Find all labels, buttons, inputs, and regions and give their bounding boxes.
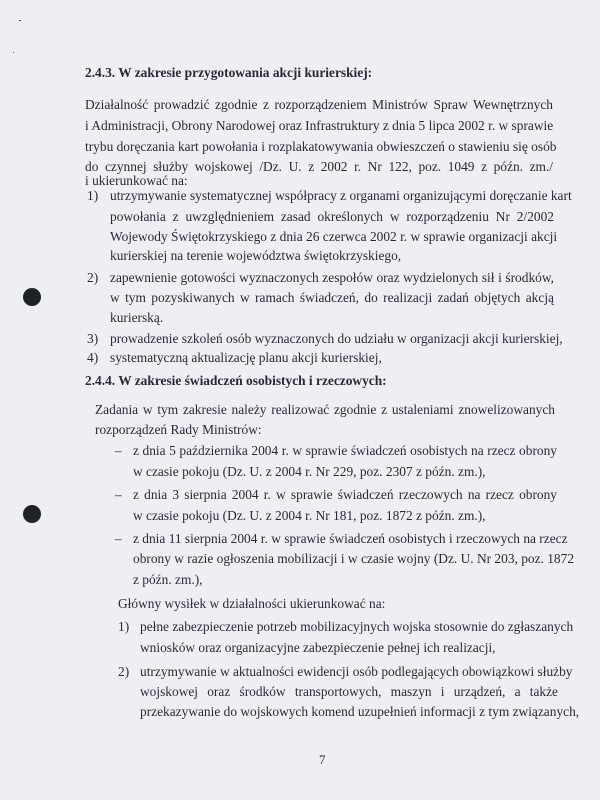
dash-bullet: – <box>115 487 122 502</box>
list-item-line: Wojewody Świętokrzyskiego z dnia 26 czerwca 2002 r. w sprawie organizacji akcji <box>110 229 558 244</box>
list-item-line: utrzymywanie systematycznej współpracy z organami organizującymi doręczanie kart <box>110 188 572 203</box>
list-number: 1) <box>118 619 130 634</box>
paragraph-line: i Administracji, Obrony Narodowej oraz Infrastruktury z dnia 5 lipca 2002 r. w sprawie <box>85 118 554 133</box>
list-item-line: zapewnienie gotowości wyznaczonych zespołów oraz wydzielonych sił i środków, <box>110 270 554 285</box>
list-item-line: powołania z uwzględnieniem zasad określonych w rozporządzeniu Nr 2/2002 <box>110 209 554 224</box>
punch-hole <box>23 288 41 306</box>
list-number: 4) <box>87 350 99 365</box>
dash-item-line: obrony w razie ogłoszenia mobilizacji i w czasie wojny (Dz. U. Nr 203, poz. 1872 <box>133 551 575 566</box>
paragraph-line: Główny wysiłek w działalności ukierunkować na: <box>118 596 386 611</box>
dash-bullet: – <box>115 443 122 458</box>
dash-item-line: w czasie pokoju (Dz. U. z 2004 r. Nr 181, poz. 1872 z późn. zm.), <box>133 508 486 523</box>
list-item-line: systematyczną aktualizację planu akcji kurierskiej, <box>110 350 382 365</box>
scan-speck <box>13 52 14 53</box>
dash-item-line: z dnia 3 sierpnia 2004 r. w sprawie świadczeń rzeczowych na rzecz obrony <box>133 487 557 502</box>
dash-item-line: w czasie pokoju (Dz. U. z 2004 r. Nr 229, poz. 2307 z późn. zm.), <box>133 464 486 479</box>
page-number: 7 <box>319 752 326 767</box>
list-number: 2) <box>87 270 99 285</box>
list-number: 2) <box>118 664 130 679</box>
dash-bullet: – <box>115 531 122 546</box>
list-number: 1) <box>87 188 99 203</box>
list-item-line: w tym pozyskiwanych w ramach świadczeń, do realizacji zadań objętych akcją <box>110 290 554 305</box>
paragraph-line: rozporządzeń Rady Ministrów: <box>95 422 262 437</box>
list-item-line: prowadzenie szkoleń osób wyznaczonych do udziału w organizacji akcji kurierskiej, <box>110 331 563 346</box>
list-number: 3) <box>87 331 99 346</box>
section-heading-2-4-3: 2.4.3. W zakresie przygotowania akcji kurierskiej: <box>85 65 373 80</box>
dash-item-line: z późn. zm.), <box>133 572 203 587</box>
list-item-line: przekazywanie do wojskowych komend uzupełnień informacji z tym związanych, <box>140 704 580 719</box>
paragraph-line: i ukierunkować na: <box>85 173 188 188</box>
list-item-line: utrzymywanie w aktualności ewidencji osób podlegających obowiązkowi służby <box>140 664 573 679</box>
dash-item-line: z dnia 5 października 2004 r. w sprawie świadczeń osobistych na rzecz obrony <box>133 443 557 458</box>
paragraph-line: do czynnej służby wojskowej /Dz. U. z 2002 r. Nr 122, poz. 1049 z późn. zm./ <box>85 159 553 174</box>
section-heading-2-4-4: 2.4.4. W zakresie świadczeń osobistych i rzeczowych: <box>85 373 387 388</box>
paragraph-line: trybu doręczania kart powołania i rozplakatowywania obwieszczeń o stawieniu się osób <box>85 139 557 154</box>
list-item-line: kurierską. <box>110 310 164 325</box>
list-item-line: wojskowej oraz środków transportowych, maszyn i urządzeń, a także <box>140 684 558 699</box>
list-item-line: pełne zabezpieczenie potrzeb mobilizacyjnych wojska stosownie do zgłaszanych <box>140 619 574 634</box>
dash-item-line: z dnia 11 sierpnia 2004 r. w sprawie świadczeń osobistych i rzeczowych na rzecz <box>133 531 568 546</box>
paragraph-line: Zadania w tym zakresie należy realizować zgodnie z ustaleniami znowelizowanych <box>95 402 555 417</box>
list-item-line: kurierskiej na terenie województwa świętokrzyskiego, <box>110 248 402 263</box>
punch-hole <box>23 505 41 523</box>
scan-speck <box>19 20 21 21</box>
paragraph-line: Działalność prowadzić zgodnie z rozporządzeniem Ministrów Spraw Wewnętrznych <box>85 97 553 112</box>
list-item-line: wniosków oraz organizacyjne zabezpieczenie pełnej ich realizacji, <box>140 640 496 655</box>
